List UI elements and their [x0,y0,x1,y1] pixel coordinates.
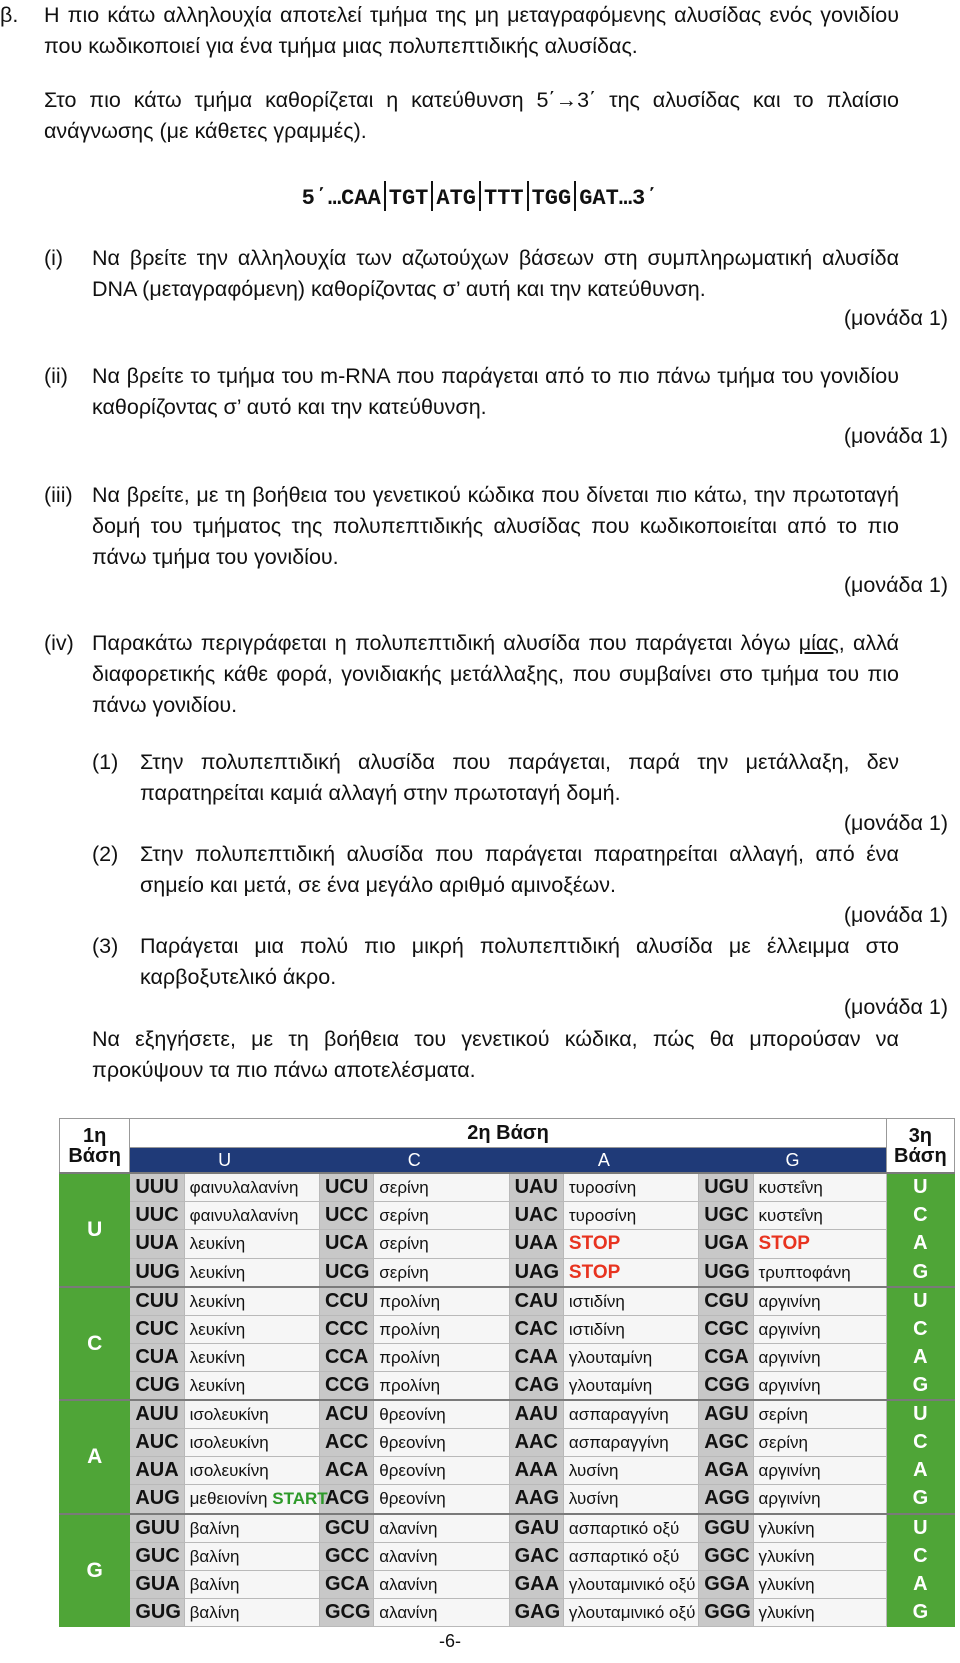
codon-cell: UAU [509,1173,563,1202]
first-base-label: C [60,1287,130,1400]
amino-acid-cell: κυστεΐνη [753,1202,886,1230]
codon-cell: CAG [509,1371,563,1400]
codon-cell: ACA [319,1457,373,1485]
third-base-label: A [886,1457,954,1485]
third-base-label: G [886,1371,954,1400]
codon-cell: GUC [130,1542,184,1570]
amino-acid-cell: γλουταμίνη [563,1343,698,1371]
second-base-label: G [699,1148,887,1174]
codon-cell: GUA [130,1570,184,1598]
codon-cell: CUG [130,1371,184,1400]
third-base-label: C [886,1429,954,1457]
table-row [60,1400,955,1429]
table-row [60,1173,955,1202]
amino-acid-cell: σερίνη [374,1258,509,1287]
amino-acid-cell: βαλίνη [184,1570,319,1598]
codon-cell: GAA [509,1570,563,1598]
amino-acid-name: μεθειονίνη [189,1489,273,1509]
amino-acid-cell: λυσίνη [563,1485,698,1514]
codon-cell: UAA [509,1230,563,1258]
q4-underlined-word: μίας [798,631,839,655]
frame-divider [384,181,386,211]
question-mark: (μονάδα 1) [843,424,948,448]
amino-acid-cell: αλανίνη [374,1514,509,1543]
codon-cell: UUU [130,1173,184,1202]
codon-cell: CGU [699,1287,753,1316]
third-base-label: U [886,1173,954,1202]
amino-acid-cell: αλανίνη [374,1570,509,1598]
codon-cell: GCU [319,1514,373,1543]
codon-cell: AAU [509,1400,563,1429]
first-base-label: G [60,1514,130,1627]
amino-acid-cell: αργινίνη [753,1287,886,1316]
section-label: β. [0,3,19,27]
amino-acid-cell: ασπαρτικό οξύ [563,1542,698,1570]
sequence-codon: TGG [531,186,572,211]
q4-text-b: , αλλά διαφορετικής κάθε φορά, γονιδιακής μετάλλαξης, που συμβαίνει στο τμήμα του πιο πάνω γονιδίου. [92,631,899,717]
question-mark: (μονάδα 1) [843,573,948,597]
explain-text: Να εξηγήσετε, με τη βοήθεια του γενετικού κώδικα, πώς θα μπορούσαν να προκύψουν τα πιο πάνω αποτελέσματα. [92,1027,899,1082]
codon-cell: UGG [699,1258,753,1287]
amino-acid-cell: τυροσίνη [563,1202,698,1230]
codon-cell: CAA [509,1343,563,1371]
frame-divider [431,181,433,211]
amino-acid-cell: σερίνη [374,1202,509,1230]
amino-acid-cell: σερίνη [753,1400,886,1429]
amino-acid-cell [753,1230,886,1258]
amino-acid-cell: θρεονίνη [374,1457,509,1485]
codon-cell: CUA [130,1343,184,1371]
question-label: (iv) [44,631,74,655]
amino-acid-cell: λυσίνη [563,1457,698,1485]
codon-cell: AGC [699,1429,753,1457]
codon-cell: ACG [319,1485,373,1514]
third-base-label: C [886,1315,954,1343]
first-base-header [60,1119,130,1174]
amino-acid-cell: θρεονίνη [374,1485,509,1514]
codon-cell: AAG [509,1485,563,1514]
question-text [92,628,899,721]
codon-cell: UAG [509,1258,563,1287]
stop-label: STOP [758,1233,810,1255]
codon-cell: GAC [509,1542,563,1570]
amino-acid-cell: βαλίνη [184,1542,319,1570]
table-row [60,1485,955,1514]
amino-acid-cell: γλουταμινικό οξύ [563,1570,698,1598]
amino-acid-cell: προλίνη [374,1343,509,1371]
codon-cell: CCU [319,1287,373,1316]
table-row [60,1570,955,1598]
amino-acid-cell: φαινυλαλανίνη [184,1202,319,1230]
table-row [60,1230,955,1258]
codon-cell: GGU [699,1514,753,1543]
question-mark: (μονάδα 1) [843,306,948,330]
amino-acid-cell: προλίνη [374,1371,509,1400]
amino-acid-cell: γλυκίνη [753,1598,886,1626]
amino-acid-cell: ιστιδίνη [563,1315,698,1343]
table-row [60,1202,955,1230]
amino-acid-cell: κυστεΐνη [753,1173,886,1202]
amino-acid-cell: τυροσίνη [563,1173,698,1202]
codon-cell: CCA [319,1343,373,1371]
codon-cell: CCG [319,1371,373,1400]
table-row [60,1598,955,1626]
codon-cell: GAU [509,1514,563,1543]
first-base-label: A [60,1400,130,1513]
second-base-label: A [509,1148,699,1174]
question-text: Να βρείτε το τμήμα του m-RNA που παράγεται από το πιο πάνω τμήμα του γονιδίου καθορίζοντας σ’ αυτό και την κατεύθυνση. [92,364,899,419]
amino-acid-cell: βαλίνη [184,1598,319,1626]
frame-divider [479,181,481,211]
amino-acid-cell [563,1258,698,1287]
intro-text-2: Στο πιο κάτω τμήμα καθορίζεται η κατεύθυνση 5΄→3΄ της αλυσίδας και το πλαίσιο ανάγνωσης (με κάθετες γραμμές). [44,88,899,143]
codon-cell: UGA [699,1230,753,1258]
page-number: -6- [439,1631,461,1651]
amino-acid-cell: αλανίνη [374,1598,509,1626]
second-base-header: 2η Βάση [130,1119,886,1148]
table-row [60,1287,955,1316]
frame-divider [574,181,576,211]
codon-cell: UGC [699,1202,753,1230]
amino-acid-cell: αργινίνη [753,1343,886,1371]
codon-cell: CGC [699,1315,753,1343]
amino-acid-cell: προλίνη [374,1315,509,1343]
sequence-codon: TGT [388,186,429,211]
codon-cell: CCC [319,1315,373,1343]
subitem-label: (2) [92,842,119,866]
codon-cell: AGA [699,1457,753,1485]
third-base-header [886,1119,954,1174]
amino-acid-cell: λευκίνη [184,1287,319,1316]
third-base-label: G [886,1598,954,1626]
codon-cell: ACC [319,1429,373,1457]
first-base-label: U [60,1173,130,1286]
codon-cell: GUG [130,1598,184,1626]
amino-acid-cell: σερίνη [753,1429,886,1457]
third-base-label: U [886,1400,954,1429]
codon-cell: AUC [130,1429,184,1457]
codon-cell: CUU [130,1287,184,1316]
sequence-start: 5΄…CAA [301,186,381,211]
amino-acid-cell [563,1230,698,1258]
first-base-header-line2: Βάση [68,1144,121,1167]
codon-cell: UCG [319,1258,373,1287]
subitem-text: Στην πολυπεπτιδική αλυσίδα που παράγεται παρατηρείται αλλαγή, από ένα σημείο και μετά, σε ένα μεγάλο αριθμό αμινοξέων. [140,842,899,897]
codon-cell: UCU [319,1173,373,1202]
amino-acid-cell: τρυπτοφάνη [753,1258,886,1287]
amino-acid-cell: λευκίνη [184,1371,319,1400]
subitem-text: Παράγεται μια πολύ πιο μικρή πολυπεπτιδική αλυσίδα με έλλειμμα στο καρβοξυτελικό άκρο. [140,934,899,989]
third-base-header-line2: Βάση [894,1144,947,1167]
codon-cell: UAC [509,1202,563,1230]
second-base-label: U [130,1148,320,1174]
amino-acid-cell: γλυκίνη [753,1542,886,1570]
third-base-label: A [886,1230,954,1258]
codon-cell: AAA [509,1457,563,1485]
sequence-end: GAT…3΄ [579,186,659,211]
amino-acid-cell: ισολευκίνη [184,1457,319,1485]
stop-label: STOP [568,1233,621,1255]
subitem-text: Στην πολυπεπτιδική αλυσίδα που παράγεται, παρά την μετάλλαξη, δεν παρατηρείται καμιά αλλαγή στην πρωτοταγή δομή. [140,750,899,805]
amino-acid-cell: θρεονίνη [374,1400,509,1429]
third-base-label: U [886,1287,954,1316]
codon-cell: GCC [319,1542,373,1570]
codon-cell: AGU [699,1400,753,1429]
third-base-label: G [886,1258,954,1287]
codon-cell: GUU [130,1514,184,1543]
codon-cell: GGG [699,1598,753,1626]
subitem-mark: (μονάδα 1) [843,995,948,1019]
amino-acid-cell: γλουταμίνη [563,1371,698,1400]
amino-acid-cell: ασπαραγγίνη [563,1400,698,1429]
amino-acid-cell: αργινίνη [753,1371,886,1400]
codon-cell: UUA [130,1230,184,1258]
amino-acid-cell: αργινίνη [753,1485,886,1514]
table-row [60,1258,955,1287]
amino-acid-cell: λευκίνη [184,1258,319,1287]
amino-acid-cell: γλυκίνη [753,1514,886,1543]
codon-cell: GAG [509,1598,563,1626]
frame-divider [527,181,529,211]
amino-acid-cell [184,1485,328,1514]
q4-text-a: Παρακάτω περιγράφεται η πολυπεπτιδική αλυσίδα που παράγεται λόγω [92,631,791,655]
codon-cell: UUG [130,1258,184,1287]
second-base-label: C [319,1148,509,1174]
question-text: Να βρείτε την αλληλουχία των αζωτούχων βάσεων στη συμπληρωματική αλυσίδα DNA (μεταγραφόμενη) καθορίζοντας σ’ αυτή και την κατεύθυνση. [92,246,899,301]
third-base-header-line1: 3η [908,1124,933,1147]
amino-acid-cell: ισολευκίνη [184,1429,319,1457]
amino-acid-cell: ισολευκίνη [184,1400,319,1429]
table-row [60,1371,955,1400]
third-base-label: C [886,1202,954,1230]
subitem-mark: (μονάδα 1) [843,903,948,927]
amino-acid-cell: αλανίνη [374,1542,509,1570]
start-label: START [272,1489,328,1509]
codon-cell: AGG [699,1485,753,1514]
third-base-label: C [886,1542,954,1570]
genetic-code-table [59,1118,955,1627]
question-label: (iii) [44,483,73,507]
amino-acid-cell: ιστιδίνη [563,1287,698,1316]
codon-cell: UCA [319,1230,373,1258]
amino-acid-cell: αργινίνη [753,1457,886,1485]
amino-acid-cell: σερίνη [374,1230,509,1258]
amino-acid-cell: γλυκίνη [753,1570,886,1598]
third-base-label: A [886,1570,954,1598]
amino-acid-cell: σερίνη [374,1173,509,1202]
amino-acid-cell: λευκίνη [184,1230,319,1258]
codon-cell: UCC [319,1202,373,1230]
amino-acid-cell: φαινυλαλανίνη [184,1173,319,1202]
table-row [60,1514,955,1543]
intro-text: Η πιο κάτω αλληλουχία αποτελεί τμήμα της μη μεταγραφόμενης αλυσίδας ενός γονιδίου που κωδικοποιεί για ένα τμήμα μιας πολυπεπτιδικής αλυσίδας. [44,3,899,58]
codon-cell: ACU [319,1400,373,1429]
codon-cell: AUU [130,1400,184,1429]
codon-cell: GGC [699,1542,753,1570]
amino-acid-cell: γλουταμινικό οξύ [563,1598,698,1626]
question-label: (ii) [44,364,68,388]
amino-acid-cell: ασπαραγγίνη [563,1429,698,1457]
question-label: (i) [44,246,64,270]
codon-cell: CUC [130,1315,184,1343]
subitem-label: (1) [92,750,119,774]
sequence-codon: TTT [484,186,524,211]
third-base-label: U [886,1514,954,1543]
stop-label: STOP [568,1261,621,1283]
amino-acid-cell: αργινίνη [753,1315,886,1343]
codon-cell: CAU [509,1287,563,1316]
amino-acid-cell: θρεονίνη [374,1429,509,1457]
codon-cell: UUC [130,1202,184,1230]
table-row [60,1315,955,1343]
amino-acid-cell: ασπαρτικό οξύ [563,1514,698,1543]
codon-cell: GCA [319,1570,373,1598]
codon-cell: AUA [130,1457,184,1485]
third-base-label: A [886,1343,954,1371]
table-row [60,1457,955,1485]
amino-acid-cell: λευκίνη [184,1343,319,1371]
third-base-label: G [886,1485,954,1514]
codon-cell: GCG [319,1598,373,1626]
dna-sequence [0,181,960,214]
subitem-label: (3) [92,934,119,958]
codon-cell: CGG [699,1371,753,1400]
table-row [60,1343,955,1371]
codon-cell: AAC [509,1429,563,1457]
codon-cell: CAC [509,1315,563,1343]
codon-cell: AUG [130,1485,184,1514]
sequence-codon: ATG [436,186,476,211]
codon-cell: CGA [699,1343,753,1371]
subitem-mark: (μονάδα 1) [843,811,948,835]
codon-cell: UGU [699,1173,753,1202]
question-text: Να βρείτε, με τη βοήθεια του γενετικού κώδικα που δίνεται πιο κάτω, την πρωτοταγή δομή του τμήματος της πολυπεπτιδικής αλυσίδας που κωδικοποιείται από το πιο πάνω τμήμα του γονιδίου. [92,483,899,569]
codon-cell: GGA [699,1570,753,1598]
amino-acid-cell: βαλίνη [184,1514,319,1543]
table-row [60,1429,955,1457]
amino-acid-cell: λευκίνη [184,1315,319,1343]
amino-acid-cell: προλίνη [374,1287,509,1316]
table-row [60,1542,955,1570]
first-base-header-line1: 1η [82,1124,107,1147]
